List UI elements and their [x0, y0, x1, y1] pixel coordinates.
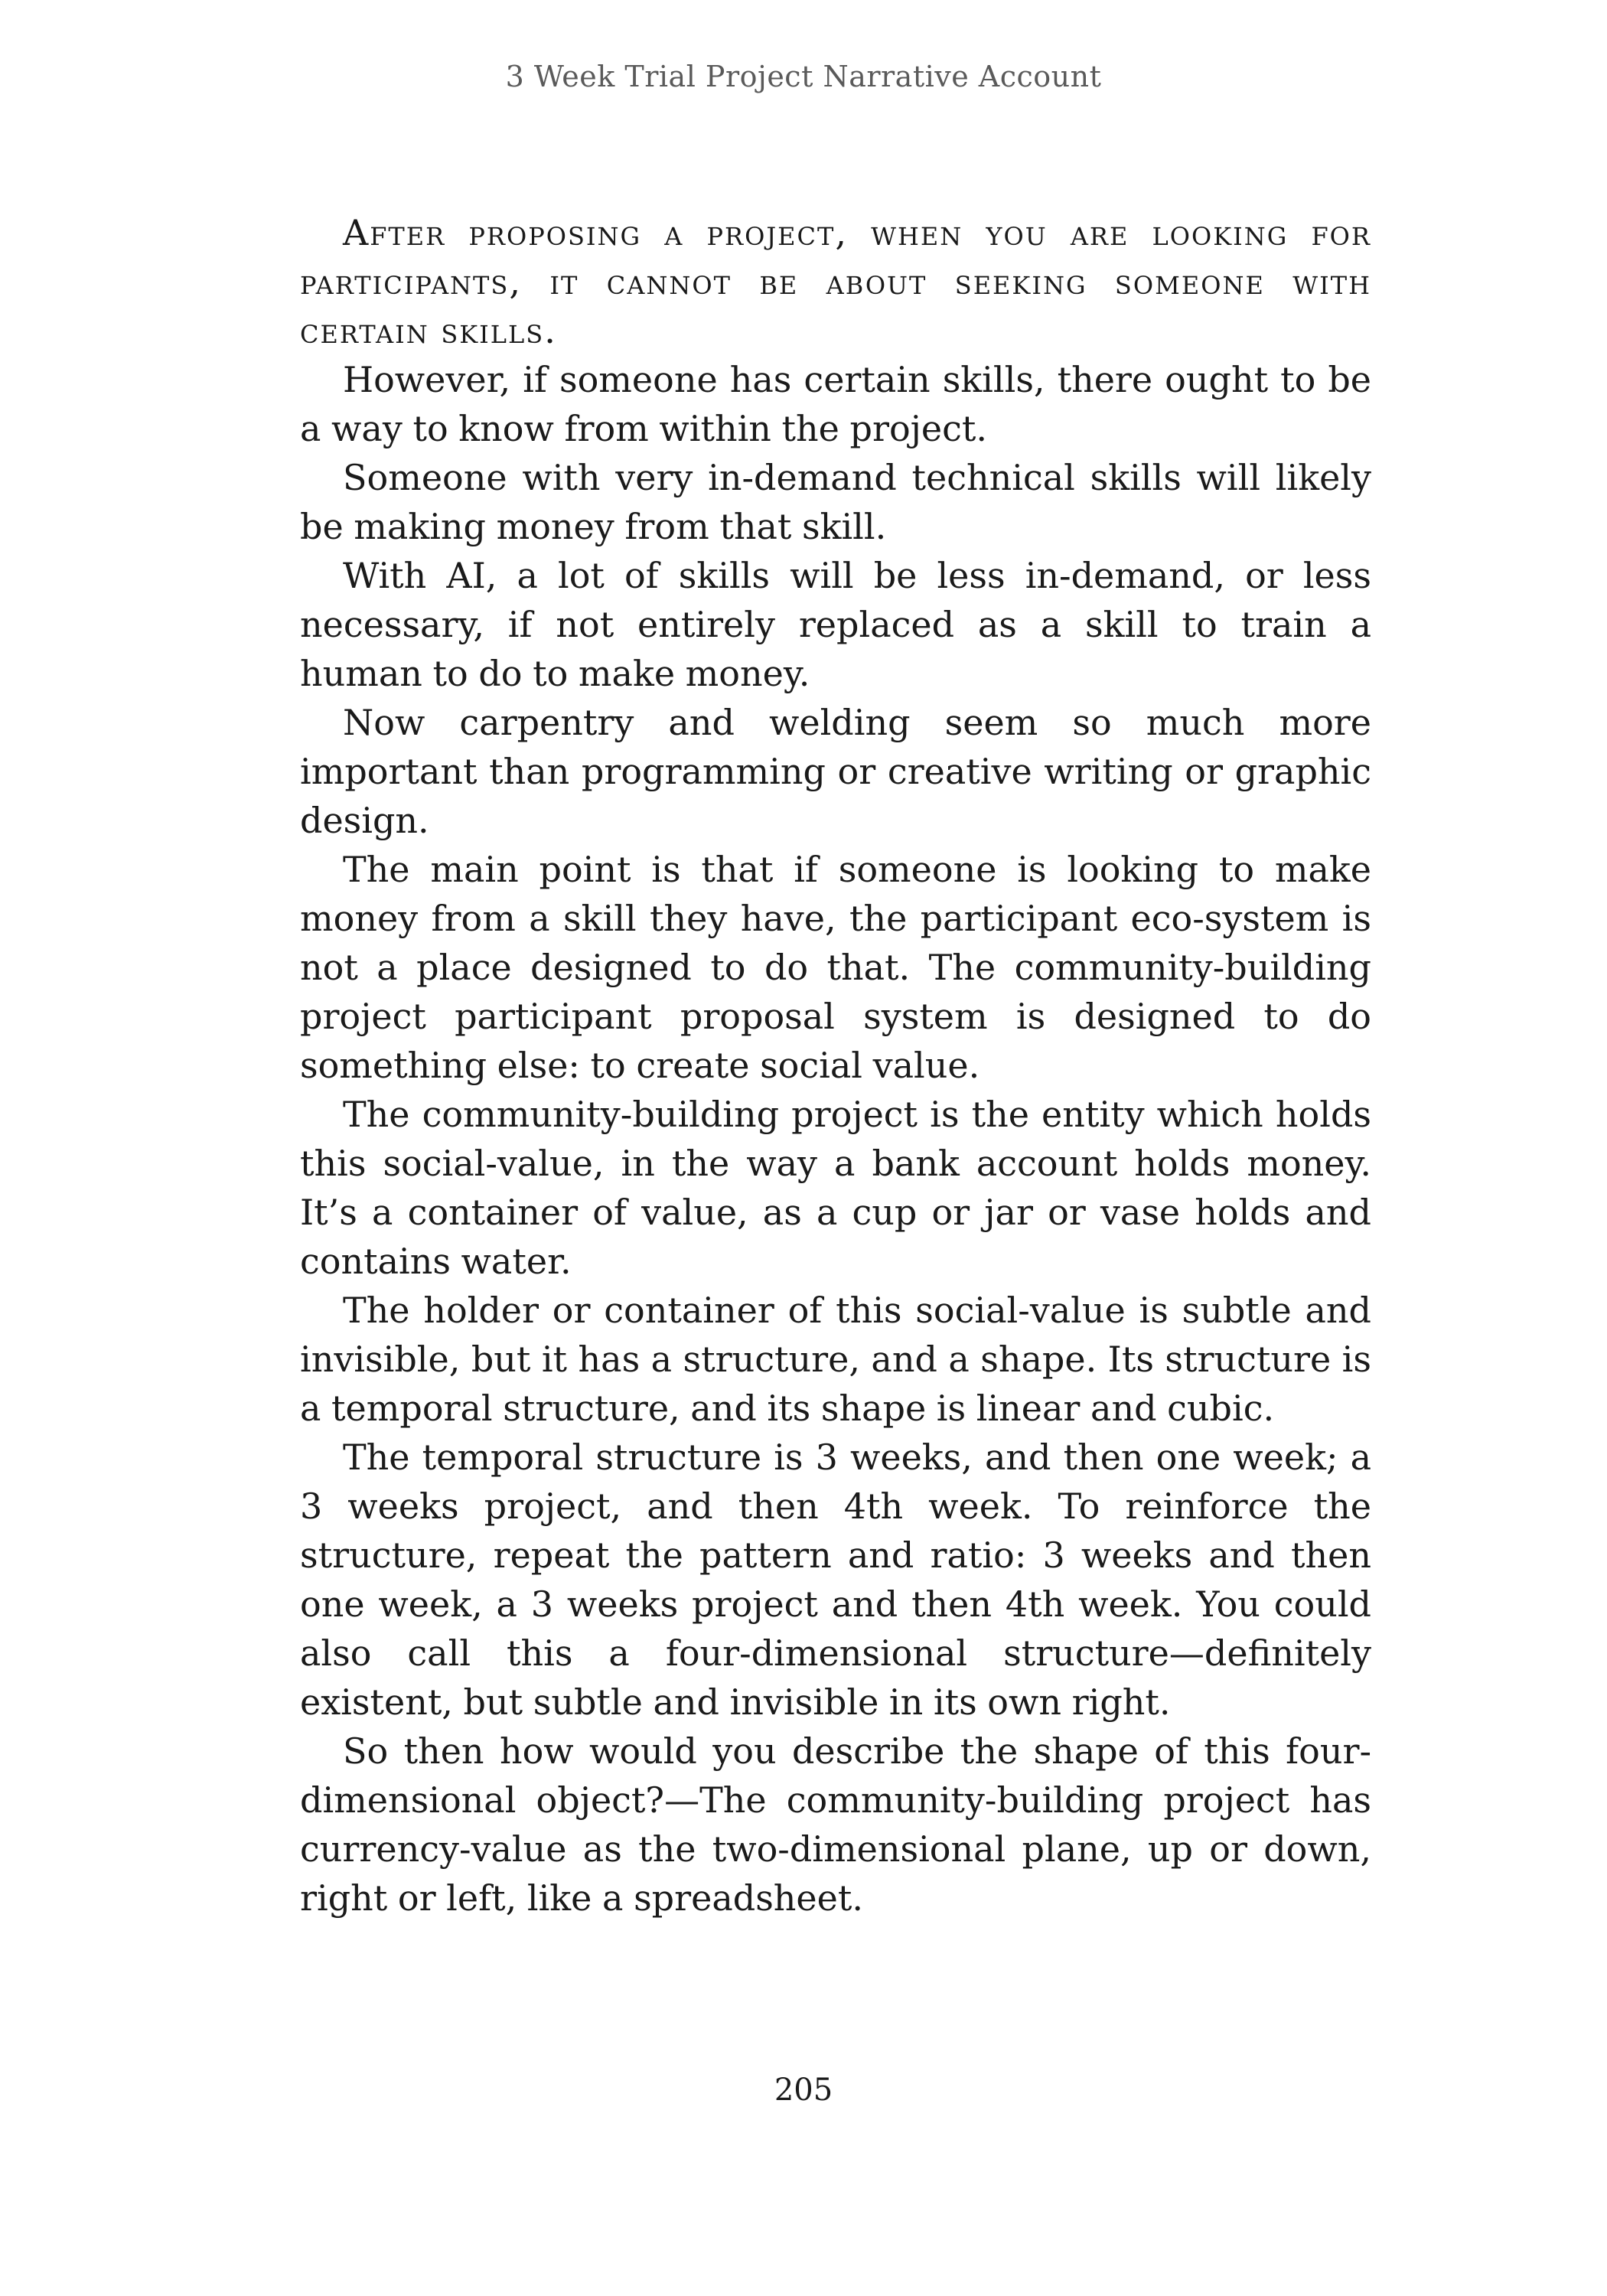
paragraph: The holder or container of this social-value is subtle and invisible, but it has a structure, and a shape. Its structure is a temporal structure, and its shape is linear and cubic. [300, 1290, 1371, 1429]
paragraph: Now carpentry and welding seem so much more important than programming or creative writing or graphic design. [300, 702, 1371, 841]
paragraph-lead: After proposing a project, when you are looking for participants, it cannot be about seeking someone with certain skills. [300, 212, 1371, 351]
paragraph: The main point is that if someone is looking to make money from a skill they have, the participant eco-system is not a place designed to do that. The community-building project participant proposal system is designed to do something else: to create social value. [300, 849, 1371, 1086]
body-text [300, 208, 1371, 1923]
page-number: 205 [774, 2073, 833, 2108]
paragraph: The community-building project is the entity which holds this social-value, in the way a bank account holds money. It’s a container of value, as a cup or jar or vase holds and contains water. [300, 1094, 1371, 1282]
paragraph: So then how would you describe the shape of this four-dimensional object?—The community-building project has currency-value as the two-dimensional plane, up or down, right or left, like a spreadsheet. [300, 1730, 1371, 1919]
paragraph: Someone with very in-demand technical skills will likely be making money from that skill. [300, 457, 1371, 547]
paragraph: The temporal structure is 3 weeks, and then one week; a 3 weeks project, and then 4th week. To reinforce the structure, repeat the pattern and ratio: 3 weeks and then one week, a 3 weeks project and then 4th week. You could also call this a four-dimensional structure—definitely existent, but subtle and invisible in its own right. [300, 1437, 1371, 1723]
running-header: 3 Week Trial Project Narrative Account [505, 60, 1102, 93]
paragraph: With AI, a lot of skills will be less in-demand, or less necessary, if not entirely replaced as a skill to train a human to do to make money. [300, 555, 1371, 694]
paragraph: However, if someone has certain skills, there ought to be a way to know from within the project. [300, 359, 1371, 449]
